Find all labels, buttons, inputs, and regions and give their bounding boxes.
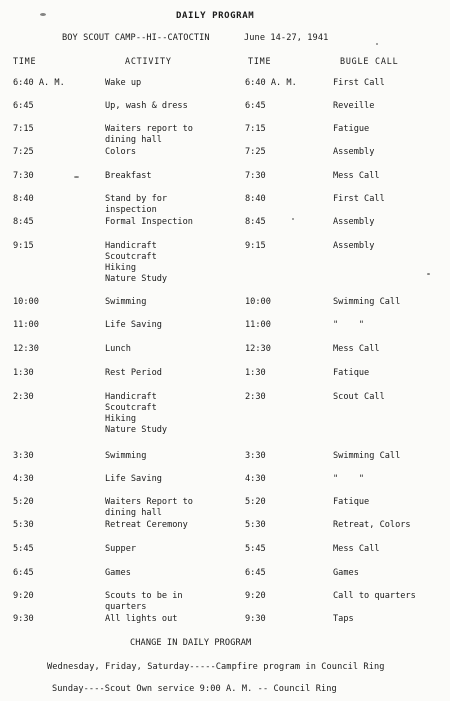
row-3-activity: Waiters report to dining hall [105,124,193,145]
header-time-2: TIME [248,56,272,66]
row-13-time2: 2:30 [245,392,266,402]
row-7-time: 8:45 [13,217,34,227]
row-18-bugle: Mess Call [333,544,380,554]
row-11-time2: 12:30 [245,344,271,354]
row-1-bugle: First Call [333,78,385,88]
camp-name: BOY SCOUT CAMP--HI--CATOCTIN [62,33,210,43]
row-8-bugle: Assembly [333,241,375,251]
row-5-time: 7:30 [13,171,34,181]
change-line-sunday: Sunday----Scout Own service 9:00 A. M. -- Council Ring [52,684,337,694]
ink-speck [292,218,294,220]
row-2-activity: Up, wash & dress [105,101,188,111]
row-8-time2: 9:15 [245,241,266,251]
row-5-activity: Breakfast [105,171,152,181]
row-21-activity: All lights out [105,614,178,624]
row-6-time2: 8:40 [245,194,266,204]
row-20-time2: 9:20 [245,591,266,601]
row-20-activity: Scouts to be in quarters [105,591,183,612]
row-19-time: 6:45 [13,568,34,578]
row-1-time2: 6:40 A. M. [245,78,297,88]
row-12-time2: 1:30 [245,368,266,378]
row-18-time2: 5:45 [245,544,266,554]
row-4-time: 7:25 [13,147,34,157]
page-title: DAILY PROGRAM [176,11,255,21]
row-4-bugle: Assembly [333,147,375,157]
row-13-time: 2:30 [13,392,34,402]
row-10-bugle: " " [333,320,365,330]
row-4-activity: Colors [105,147,137,157]
change-line-weekday: Wednesday, Friday, Saturday-----Campfire program in Council Ring [47,662,385,672]
header-time: TIME [13,56,37,66]
row-21-time2: 9:30 [245,614,266,624]
header-bugle-call: BUGLE CALL [340,56,399,66]
row-13-activity: Handicraft Scoutcraft Hiking Nature Study [105,392,168,435]
camp-dates: June 14-27, 1941 [244,33,329,43]
row-15-time: 4:30 [13,474,34,484]
row-3-bugle: Fatigue [333,124,370,134]
row-10-time2: 11:00 [245,320,271,330]
row-8-time: 9:15 [13,241,34,251]
row-19-time2: 6:45 [245,568,266,578]
header-activity: ACTIVITY [125,56,172,66]
row-15-bugle: " " [333,474,365,484]
row-7-bugle: Assembly [333,217,375,227]
row-12-activity: Rest Period [105,368,162,378]
row-11-activity: Lunch [105,344,131,354]
ink-speck [74,176,79,178]
row-2-time2: 6:45 [245,101,266,111]
row-2-time: 6:45 [13,101,34,111]
row-15-activity: Life Saving [105,474,162,484]
row-17-bugle: Retreat, Colors [333,520,411,530]
row-21-time: 9:30 [13,614,34,624]
row-11-bugle: Mess Call [333,344,380,354]
ink-speck [376,43,378,45]
row-16-time2: 5:20 [245,497,266,507]
row-14-bugle: Swimming Call [333,451,401,461]
row-7-time2: 8:45 [245,217,266,227]
row-5-time2: 7:30 [245,171,266,181]
row-9-time2: 10:00 [245,297,271,307]
row-19-activity: Games [105,568,131,578]
row-18-activity: Supper [105,544,137,554]
row-16-activity: Waiters Report to dining hall [105,497,193,518]
row-6-activity: Stand by for inspection [105,194,168,215]
row-2-bugle: Reveille [333,101,375,111]
row-6-bugle: First Call [333,194,385,204]
row-7-activity: Formal Inspection [105,217,193,227]
row-20-bugle: Call to quarters [333,591,416,601]
row-8-activity: Handicraft Scoutcraft Hiking Nature Study [105,241,168,284]
row-13-bugle: Scout Call [333,392,385,402]
row-15-time2: 4:30 [245,474,266,484]
row-9-time: 10:00 [13,297,39,307]
row-17-time2: 5:30 [245,520,266,530]
row-9-bugle: Swimming Call [333,297,401,307]
row-9-activity: Swimming [105,297,147,307]
row-3-time: 7:15 [13,124,34,134]
row-14-time2: 3:30 [245,451,266,461]
row-5-bugle: Mess Call [333,171,380,181]
row-1-time: 6:40 A. M. [13,78,65,88]
row-6-time: 8:40 [13,194,34,204]
row-10-activity: Life Saving [105,320,162,330]
row-1-activity: Wake up [105,78,142,88]
row-18-time: 5:45 [13,544,34,554]
row-17-activity: Retreat Ceremony [105,520,188,530]
row-4-time2: 7:25 [245,147,266,157]
row-19-bugle: Games [333,568,359,578]
row-21-bugle: Taps [333,614,354,624]
row-16-bugle: Fatique [333,497,370,507]
row-12-bugle: Fatique [333,368,370,378]
row-14-activity: Swimming [105,451,147,461]
row-11-time: 12:30 [13,344,39,354]
row-14-time: 3:30 [13,451,34,461]
row-17-time: 5:30 [13,520,34,530]
ink-speck [40,13,46,16]
ink-speck [427,273,430,275]
row-10-time: 11:00 [13,320,39,330]
row-3-time2: 7:15 [245,124,266,134]
change-heading: CHANGE IN DAILY PROGRAM [130,638,252,648]
row-12-time: 1:30 [13,368,34,378]
row-16-time: 5:20 [13,497,34,507]
row-20-time: 9:20 [13,591,34,601]
